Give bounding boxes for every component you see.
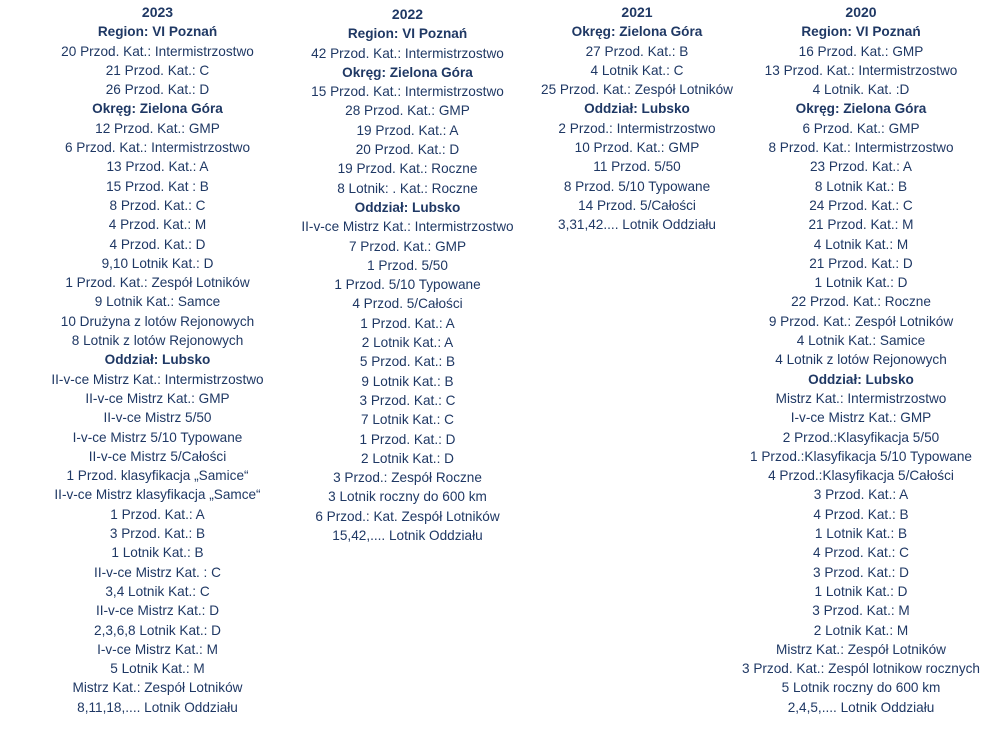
list-item: 11 Przod. 5/50: [593, 159, 681, 175]
list-item: 1 Przod. Kat.: A: [110, 506, 205, 522]
section-heading: Region: VI Poznań: [97, 24, 218, 40]
list-item: 4 Lotnik Kat.: C: [590, 62, 684, 78]
list-item: 6 Przod. Kat.: Intermistrzostwo: [64, 140, 251, 156]
column-2020: [731, 3, 991, 717]
section-heading: Oddział: Lubsko: [104, 352, 211, 368]
list-item: 5 Lotnik Kat.: M: [110, 661, 205, 677]
list-item: 42 Przod. Kat.: Intermistrzostwo: [311, 45, 504, 61]
list-item: 3 Przod. Kat.: D: [813, 564, 909, 580]
list-item: 3 Przod. Kat.: B: [109, 526, 206, 542]
list-item: 20 Przod. Kat.: D: [355, 142, 460, 158]
list-item: 27 Przod. Kat.: B: [585, 43, 689, 59]
list-item: 23 Przod. Kat.: A: [809, 159, 912, 175]
list-item: 1 Przod. klasyfikacja „Samice“: [66, 468, 249, 484]
list-item: 3,31,42.... Lotnik Oddziału: [558, 217, 716, 233]
list-item: II-v-ce Mistrz Kat. : C: [94, 564, 221, 580]
list-item: 3 Przod. Kat.: Zespól lotnikow rocznych: [742, 661, 980, 677]
list-item: 4 Lotnik Kat.: Samice: [796, 333, 926, 349]
achievement-list: [731, 22, 991, 717]
year-heading: 2023: [141, 4, 174, 20]
year-heading: 2022: [391, 6, 424, 22]
column-2021: [527, 3, 747, 235]
section-heading: Oddział: Lubsko: [354, 199, 461, 215]
list-item: 10 Przod. Kat.: GMP: [574, 140, 700, 156]
list-item: 13 Przod. Kat.: Intermistrzostwo: [764, 62, 958, 78]
list-item: 10 Drużyna z lotów Rejonowych: [60, 313, 255, 329]
list-item: 3 Lotnik roczny do 600 km: [328, 489, 487, 505]
list-item: 1 Lotnik Kat.: D: [814, 583, 908, 599]
list-item: 4 Lotnik. Kat. :D: [812, 82, 910, 98]
list-item: 13 Przod. Kat.: A: [106, 159, 209, 175]
list-item: 7 Przod. Kat.: GMP: [348, 238, 467, 254]
section-heading: Oddział: Lubsko: [584, 101, 690, 117]
list-item: 9 Lotnik Kat.: Samce: [94, 294, 221, 310]
list-item: 2,3,6,8 Lotnik Kat.: D: [94, 622, 221, 638]
list-item: 28 Przod. Kat.: GMP: [345, 103, 470, 119]
list-item: II-v-ce Mistrz Kat.: Intermistrzostwo: [51, 371, 264, 387]
list-item: 9 Lotnik Kat.: B: [361, 373, 454, 389]
list-item: 9,10 Lotnik Kat.: D: [101, 255, 214, 271]
list-item: II-v-ce Mistrz klasyfikacja „Samce“: [54, 487, 261, 503]
list-item: 4 Przod. Kat.: D: [109, 236, 206, 252]
list-item: 1 Przod. Kat.: A: [360, 315, 455, 331]
list-item: 2 Przod.:Klasyfikacja 5/50: [782, 429, 940, 445]
section-heading: Region: VI Poznań: [347, 26, 468, 42]
list-item: 1 Lotnik Kat.: D: [814, 275, 908, 291]
list-item: Mistrz Kat.: Zespół Lotników: [776, 641, 946, 657]
list-item: 1 Przod. 5/10 Typowane: [334, 277, 481, 293]
list-item: 3,4 Lotnik Kat.: C: [105, 583, 210, 599]
list-item: 16 Przod. Kat.: GMP: [798, 43, 924, 59]
list-item: 3 Przod. Kat.: M: [812, 603, 910, 619]
achievement-list: [527, 22, 747, 234]
list-item: 19 Przod. Kat.: A: [356, 122, 459, 138]
list-item: 1 Przod.:Klasyfikacja 5/10 Typowane: [750, 448, 972, 464]
list-item: 19 Przod. Kat.: Roczne: [337, 161, 478, 177]
list-item: 5 Przod. Kat.: B: [359, 354, 456, 370]
section-heading: Okręg: Zielona Góra: [795, 101, 927, 117]
list-item: II-v-ce Mistrz 5/50: [103, 410, 212, 426]
list-item: 1 Przod. Kat.: D: [359, 431, 456, 447]
list-item: 5 Lotnik roczny do 600 km: [781, 680, 941, 696]
list-item: I-v-ce Mistrz Kat.: GMP: [790, 410, 932, 426]
list-item: 1 Lotnik Kat.: B: [814, 526, 908, 542]
list-item: 15,42,.... Lotnik Oddziału: [332, 528, 483, 544]
list-item: 14 Przod. 5/Całości: [578, 197, 696, 213]
achievement-list: [30, 22, 285, 717]
list-item: 2 Lotnik Kat.: M: [813, 622, 909, 638]
list-item: I-v-ce Mistrz Kat.: M: [97, 641, 218, 657]
section-heading: Okręg: Zielona Góra: [342, 64, 473, 80]
list-item: 8,11,18,.... Lotnik Oddziału: [77, 699, 238, 715]
list-item: 25 Przod. Kat.: Zespół Lotników: [541, 82, 733, 98]
list-item: 4 Przod. Kat.: C: [813, 545, 909, 561]
list-item: II-v-ce Mistrz Kat.: D: [95, 603, 220, 619]
list-item: 9 Przod. Kat.: Zespół Lotników: [768, 313, 954, 329]
section-heading: Region: VI Poznań: [801, 24, 921, 40]
list-item: II-v-ce Mistrz Kat.: Intermistrzostwo: [301, 219, 514, 235]
list-item: 8 Przod. Kat.: Intermistrzostwo: [768, 140, 954, 156]
list-item: 21 Przod. Kat.: D: [809, 255, 913, 271]
list-item: I-v-ce Mistrz 5/10 Typowane: [72, 429, 243, 445]
list-item: 8 Lotnik Kat.: B: [814, 178, 908, 194]
list-item: 8 Lotnik z lotów Rejonowych: [71, 333, 244, 349]
list-item: II-v-ce Mistrz Kat.: GMP: [85, 390, 230, 406]
list-item: 2 Lotnik Kat.: A: [361, 335, 454, 351]
list-item: 12 Przod. Kat.: GMP: [95, 120, 220, 136]
list-item: 1 Lotnik Kat.: B: [111, 545, 204, 561]
section-heading: Okręg: Zielona Góra: [571, 24, 703, 40]
list-item: 24 Przod. Kat.: C: [809, 197, 913, 213]
list-item: 22 Przod. Kat.: Roczne: [791, 294, 931, 310]
section-heading: Oddział: Lubsko: [808, 371, 914, 387]
list-item: 15 Przod. Kat.: Intermistrzostwo: [311, 84, 504, 100]
list-item: 8 Lotnik: . Kat.: Roczne: [337, 180, 478, 196]
list-item: 26 Przod. Kat.: D: [105, 82, 210, 98]
list-item: 4 Lotnik z lotów Rejonowych: [775, 352, 947, 368]
list-item: 2,4,5,.... Lotnik Oddziału: [787, 699, 935, 715]
list-item: 1 Przod. 5/50: [367, 257, 448, 273]
list-item: 20 Przod. Kat.: Intermistrzostwo: [61, 43, 254, 59]
list-item: 21 Przod. Kat.: C: [105, 62, 210, 78]
column-2023: [30, 3, 285, 717]
year-heading: 2020: [845, 4, 877, 20]
list-item: 3 Przod.: Zespół Roczne: [333, 470, 482, 486]
list-item: 1 Przod. Kat.: Zespół Lotników: [65, 275, 250, 291]
list-item: Mistrz Kat.: Intermistrzostwo: [775, 390, 947, 406]
achievement-list: [280, 24, 535, 545]
list-item: II-v-ce Mistrz 5/Całości: [88, 448, 227, 464]
list-item: 3 Przod. Kat.: C: [359, 392, 456, 408]
list-item: 7 Lotnik Kat.: C: [361, 412, 454, 428]
list-item: 15 Przod. Kat : B: [106, 178, 209, 194]
list-item: 4 Przod. 5/Całości: [352, 296, 463, 312]
list-item: 4 Przod. Kat.: M: [108, 217, 207, 233]
list-item: 21 Przod. Kat.: M: [808, 217, 914, 233]
list-item: 6 Przod. Kat.: GMP: [802, 120, 920, 136]
list-item: Mistrz Kat.: Zespół Lotników: [72, 680, 243, 696]
list-item: 6 Przod.: Kat. Zespół Lotników: [315, 508, 500, 524]
list-item: 4 Przod. Kat.: B: [813, 506, 909, 522]
list-item: 8 Przod. 5/10 Typowane: [563, 178, 711, 194]
list-item: 2 Lotnik Kat.: D: [361, 450, 454, 466]
section-heading: Okręg: Zielona Góra: [92, 101, 223, 117]
list-item: 2 Przod.: Intermistrzostwo: [558, 120, 716, 136]
list-item: 4 Przod.:Klasyfikacja 5/Całości: [768, 468, 954, 484]
column-2022: [280, 5, 535, 545]
list-item: 4 Lotnik Kat.: M: [813, 236, 909, 252]
list-item: 3 Przod. Kat.: A: [813, 487, 909, 503]
year-heading: 2021: [621, 4, 653, 20]
list-item: 8 Przod. Kat.: C: [109, 197, 206, 213]
